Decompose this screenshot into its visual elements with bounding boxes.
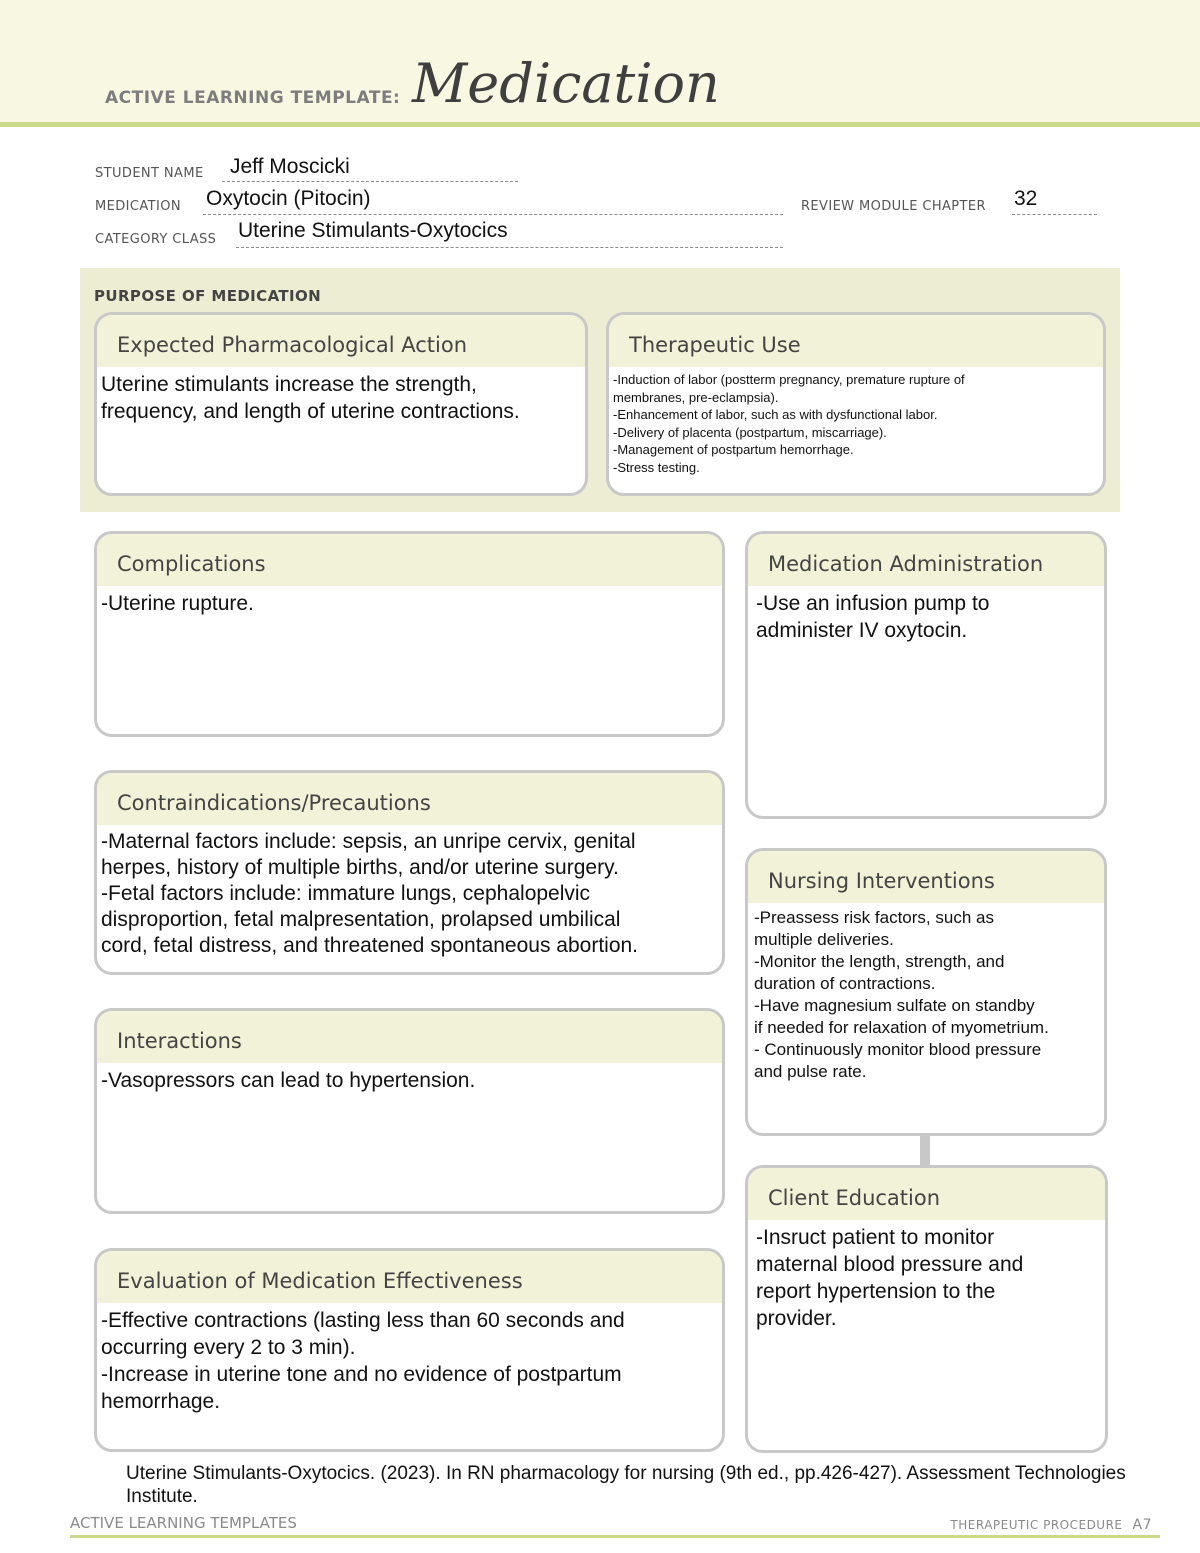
expected-action-heading: Expected Pharmacological Action <box>97 315 585 367</box>
interactions-heading: Interactions <box>97 1011 722 1063</box>
contraindications-box <box>94 770 725 975</box>
footer-right <box>950 1517 1152 1533</box>
page-title: Medication <box>412 52 720 115</box>
contraindications-text[interactable]: -Maternal factors include: sepsis, an unripe cervix, genital herpes, history of multiple births, and/or uterine surgery. -Fetal factors include: immature lungs, cephalopelvic disproportion, fetal malpresentation, prolapsed umbilical cord, fetal distress, and threatened spontaneous abortion. <box>101 830 639 957</box>
category-class-field[interactable]: Uterine Stimulants-Oxytocics <box>238 219 508 242</box>
citation: Uterine Stimulants-Oxytocics. (2023). In RN pharmacology for nursing (9th ed., pp.426-427). Assessment Technologies Institute. <box>126 1463 1126 1507</box>
client-education-heading: Client Education <box>748 1168 1105 1220</box>
medication-line <box>203 214 783 215</box>
expected-action-text[interactable]: Uterine stimulants increase the strength, frequency, and length of uterine contractions. <box>101 373 520 423</box>
medication-administration-heading: Medication Administration <box>748 534 1104 586</box>
header-rule <box>0 122 1200 127</box>
evaluation-heading: Evaluation of Medication Effectiveness <box>97 1251 722 1303</box>
client-education-text[interactable]: -Insruct patient to monitor maternal blood pressure and report hypertension to the provider. <box>756 1226 1024 1330</box>
evaluation-box <box>94 1248 725 1452</box>
footer-left: ACTIVE LEARNING TEMPLATES <box>70 1514 297 1532</box>
footer-section: THERAPEUTIC PROCEDURE <box>950 1518 1123 1532</box>
interactions-box <box>94 1008 725 1214</box>
therapeutic-use-box <box>606 312 1106 496</box>
review-module-chapter-label: REVIEW MODULE CHAPTER <box>801 199 986 214</box>
review-module-chapter-line <box>1012 214 1097 215</box>
complications-heading: Complications <box>97 534 722 586</box>
template-label: ACTIVE LEARNING TEMPLATE: <box>105 88 401 108</box>
client-education-box <box>745 1165 1108 1453</box>
expected-action-box <box>94 312 588 496</box>
therapeutic-use-text[interactable]: -Induction of labor (postterm pregnancy, premature rupture of membranes, pre-eclampsia). -Enhancement of labor, such as with dysfunctional labor. -Delivery of placenta (postpartum, miscarriage). -Management of postpartum hemorrhage. -Stress testing. <box>613 372 965 475</box>
complications-box <box>94 531 725 737</box>
medication-administration-text[interactable]: -Use an infusion pump to administer IV oxytocin. <box>756 592 990 642</box>
medication-label: MEDICATION <box>95 199 181 214</box>
connector-bar <box>920 1134 930 1166</box>
category-class-label: CATEGORY CLASS <box>95 232 217 247</box>
complications-text[interactable]: -Uterine rupture. <box>101 592 254 615</box>
medication-administration-box <box>745 531 1107 819</box>
page-number: A7 <box>1132 1517 1152 1533</box>
student-name-field[interactable]: Jeff Moscicki <box>230 155 350 178</box>
evaluation-text[interactable]: -Effective contractions (lasting less than 60 seconds and occurring every 2 to 3 min). -Increase in uterine tone and no evidence of postpartum hemorrhage. <box>101 1309 625 1413</box>
medication-field[interactable]: Oxytocin (Pitocin) <box>206 187 371 210</box>
nursing-interventions-heading: Nursing Interventions <box>748 851 1104 903</box>
interactions-text[interactable]: -Vasopressors can lead to hypertension. <box>101 1069 476 1092</box>
contraindications-heading: Contraindications/Precautions <box>97 773 722 825</box>
category-class-line <box>236 247 783 248</box>
footer-rule <box>70 1535 1160 1538</box>
nursing-interventions-box <box>745 848 1107 1136</box>
student-name-label: STUDENT NAME <box>95 166 204 181</box>
nursing-interventions-text[interactable]: -Preassess risk factors, such as multiple deliveries. -Monitor the length, strength, and duration of contractions. -Have magnesium sulfate on standby if needed for relaxation of myometrium. - Continuously monitor blood pressure and pulse rate. <box>754 908 1049 1081</box>
student-name-line <box>222 181 518 182</box>
purpose-title: PURPOSE OF MEDICATION <box>94 287 322 305</box>
review-module-chapter-field[interactable]: 32 <box>1014 187 1038 210</box>
therapeutic-use-heading: Therapeutic Use <box>609 315 1103 367</box>
